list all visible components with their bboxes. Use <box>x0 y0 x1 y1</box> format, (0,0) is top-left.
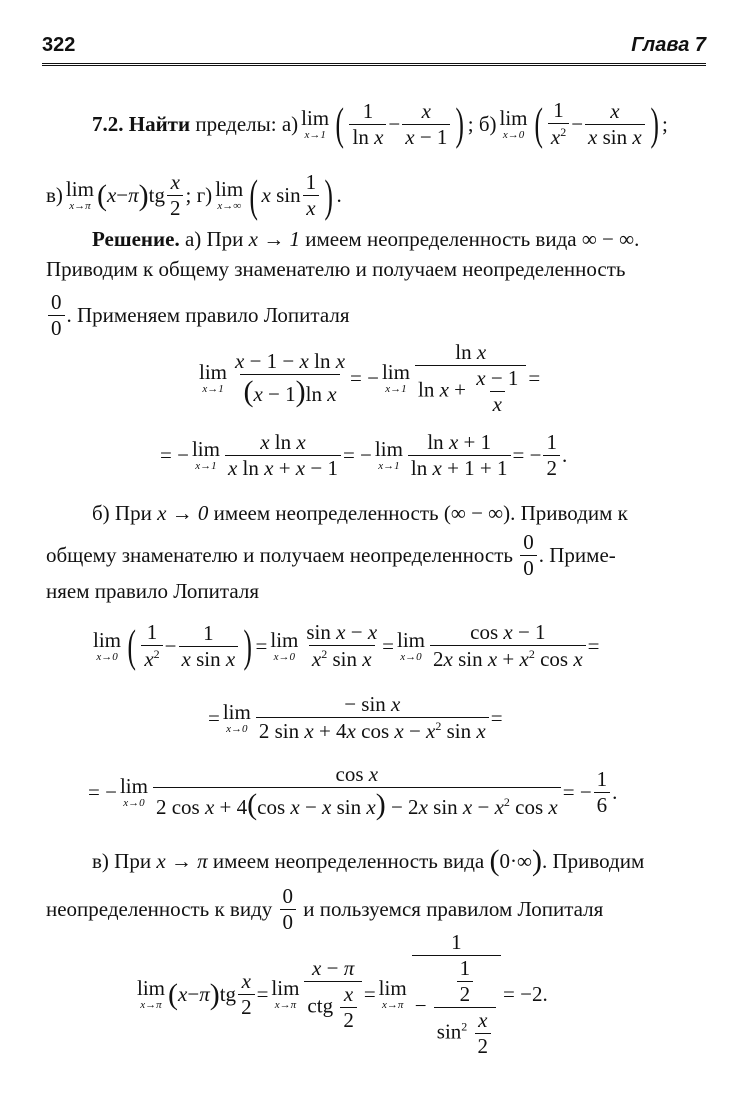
solution-a-line-3-text: . Применяем правило Лопиталя <box>66 303 350 327</box>
solution-a-line-2: Приводим к общему знаменателю и получаем неопределенность <box>46 257 626 281</box>
solution-b-line-2-end: . Приме- <box>538 543 616 567</box>
solution-b-line-2-text: общему знаменателю и получаем неопределенность <box>46 543 514 567</box>
solution-a-start: а) При <box>184 227 244 251</box>
formula-c: lim x→π ( x − π ) tg x 2 = lim x→π x − π ctg $\frac{x}{2}$ = lim x→π 1 − $\frac{1}{2}$ $\sin^2$ $\frac{x}{2}$ = −2. <box>137 930 548 1058</box>
solution-c-line-2: неопределенность к виду 0 0 и пользуемся правилом Лопиталя <box>46 884 604 934</box>
solution-c-end: имеем неопределенность вида <box>212 848 485 873</box>
formula-a-row-1: lim x→1 x − 1 − x ln x (x − 1)ln x = − lim x→1 ln x ln x + $\frac{x - 1}{x}$ = <box>199 340 541 416</box>
problem-line-1: 7.2. Найти пределы: а) lim x→1 ( 1 ln x − x x − 1 ) ; б) lim x→0 ( 1 $x^2$ − x x sin x ) ; <box>92 98 668 149</box>
chapter-title: Глава 7 <box>631 34 706 56</box>
page-header <box>42 34 706 62</box>
formula-b-row-3: = − lim x→0 cos x 2 cos x + 4(cos x − x sin x) − 2x $\sin x - x^2$ cos x = − 1 6 . <box>88 762 618 821</box>
solution-a-line-3: 0 0 . Применяем правило Лопиталя <box>46 292 350 339</box>
solution-label: Решение. <box>92 227 180 251</box>
solution-c-tail: . Приводим <box>541 848 645 873</box>
problem-keyword: Найти <box>128 111 191 136</box>
formula-b-row-1: lim x→0 ( 1 $x^2$ − 1 x sin x ) = lim x→0 sin x − x $x^2$ sin x = lim x→0 cos x − 1 2x $\sin x + x^2$ cos x = <box>93 620 600 671</box>
problem-intro: пределы: а) <box>195 111 299 136</box>
header-rule <box>42 63 706 66</box>
solution-a-end: имеем неопределенность вида ∞ − ∞. <box>305 227 640 251</box>
problem-line-2: в) lim x→π ( x − π ) tg x 2 ; г) lim x→∞ ( x sin 1 x ) . <box>46 169 342 221</box>
problem-number: 7.2. <box>92 111 124 136</box>
formula-a-row-2: = − lim x→1 x ln x x ln x + x − 1 = − lim x→1 ln x + 1 ln x + 1 + 1 = − 1 2 . <box>160 430 568 480</box>
solution-b-line-3: няем правило Лопиталя <box>46 579 259 603</box>
problem-c-label: в) <box>46 183 63 207</box>
solution-a-line-1: Решение. а) При x → 1 имеем неопределенность вида ∞ − ∞. <box>92 227 640 251</box>
solution-c-start: в) При <box>92 848 152 873</box>
solution-b-line-1: б) При x → 0 имеем неопределенность (∞ − ∞). Приводим к <box>92 501 628 525</box>
problem-b-label: ; б) <box>467 111 497 136</box>
solution-c-line-2-end: и пользуемся правилом Лопиталя <box>303 897 604 921</box>
solution-b-end: имеем неопределенность (∞ − ∞). Приводим к <box>213 501 628 525</box>
problem-d-label: ; г) <box>185 183 213 207</box>
solution-c-line-1: в) При x → π имеем неопределенность вида ( 0·∞ ) . Приводим <box>92 844 645 877</box>
page-number: 322 <box>42 34 76 56</box>
solution-b-start: б) При <box>92 501 152 525</box>
solution-c-line-2-start: неопределенность к виду <box>46 897 273 921</box>
solution-b-line-2: общему знаменателю и получаем неопределенность 0 0 . Приме- <box>46 530 616 580</box>
formula-b-row-2: = lim x→0 − sin x 2 sin x + 4x $\cos x - x^2$ sin x = <box>208 692 503 743</box>
